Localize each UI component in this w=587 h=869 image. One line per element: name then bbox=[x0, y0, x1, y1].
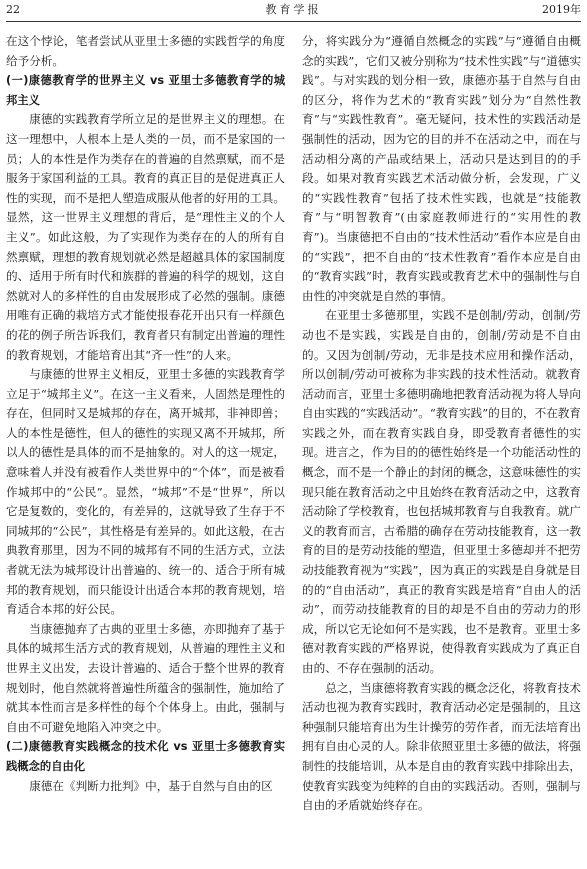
right-paragraph-2: 在亚里士多德那里，实践不是创制/劳动，创制/劳动也不是实践，实践是自由的，创制/劳动是不自由的。又因为创制/劳动，无非是技术应用和操作活动，所以创制/劳动可被称为非实践的技术性活动。就教育活动而言，亚里士多德明确地把教育活动视为将人导向自由实践的“实践活动”。“教育实践”的目的，不在教育实践之外，而在教育实践自身，即受教育者德性的实现。进言之，作为目的的德性始终是一个功能活动性的概念，而不是一个静止的封闭的概念，这意味德性的实现只能在教育活动之中且始终在教育活动之中，这教育活动除了学校教育，也包括城邦教育与自我教育。就广义的教育而言，古希腊的确存在劳动技能教育，这一教育的目的是劳动技能的塑造，但亚里士多德却并不把劳动技能教育视为“实践”，因为真正的实践是自身就是目的的“自由活动”，真正的教育实践是培育“自由人的活动”，而劳动技能教育的目的却是不自由的劳动力的形成，所以它无论如何不是实践，也不是教育。亚里士多德对教育实践的严格界说，使得教育实践成为了真正自由的、不存在强制的活动。 bbox=[302, 308, 581, 675]
section-heading-2: (二)康德教育实践概念的技术化 vs 亚里士多德教育实践概念的自由化 bbox=[6, 740, 285, 773]
left-paragraph-3: 与康德的世界主义相反，亚里士多德的实践教育学立足于“城邦主义”。在这一主义看来，人固然是理性的存在，但同时又是城邦的存在，离开城邦，非神即兽；人的本性是德性，但人的德性的实现又离不开城邦，所以人的德性是具体的而不是抽象的。对人的这一规定，意味着人并没有被看作人类世界中的“个体”，而是被看作城邦中的“公民”。显然，“城邦”不是“世界”，所以它是复数的，变化的，有差异的，这就导致了生存于不同城邦的“公民”，其性格是有差异的。如此这般，在古典教育那里，因为不同的城邦有不同的生活方式，立法者就无法为城邦设计出普遍的、统一的、适合于所有城邦的教育规划，而只能设计出适合本邦的教育规划，培育适合本邦的好公民。 bbox=[6, 367, 285, 617]
right-paragraph-1: 分，将实践分为“遵循自然概念的实践”与“遵循自由概念的实践”，它们又被分别称为“技术性实践”与“道德实践”。与对实践的划分相一致，康德亦基于自然与自由的区分，将作为艺术的“教育实践”划分为“自然性教育”与“实践性教育”。毫无疑问，技术性的实践活动是强制性的活动，因为它的目的并不在活动之中，而在与活动相分离的产品或结果上，活动只是达到目的的手段。如果对教育实践艺术活动做分析，会发现，广义的“实践性教育”包括了技术性实践，也就是“技能教育”与“明智教育”(由家庭教师进行的“实用性的教育”)。当康德把不自由的“技术性活动”看作本应是自由的“实践”，把不自由的“技术性教育”看作本应是自由的“教育实践”时，教育实践或教育艺术中的强制性与自由性的冲突就是自然的事情。 bbox=[302, 34, 581, 303]
journal-title: 教育学报 bbox=[265, 3, 322, 16]
right-paragraph-3: 总之，当康德将教育实践的概念泛化，将教育技术活动也视为教育实践时，教育活动必定是强制的，且这种强制只能培育出为生计操劳的劳作者，而无法培育出拥有自由心灵的人。除非依照亚里士多德的做法，将强制性的技能培训，从本是自由的教育实践中排除出去，使教育实践变为纯粹的自由的实践活动。否则，强制与自由的矛盾就始终存在。 bbox=[302, 680, 581, 813]
publication-year: 2019年 bbox=[542, 3, 581, 16]
right-column bbox=[302, 32, 581, 816]
left-column bbox=[6, 32, 285, 796]
left-paragraph-5: 康德在《判断力批判》中，基于自然与自由的区 bbox=[29, 778, 273, 793]
header-rule bbox=[6, 21, 581, 22]
left-paragraph-2: 康德的实践教育学所立足的是世界主义的理想。在这一理想中，人根本上是人类的一员，而不是家国的一员；人的本性是作为类存在的普遍的自然禀赋，而不是服务于家国利益的工具。教育的真正目的是促进真正人性的实现，而不是把人塑造成服从他者的好用的工具。显然，这一世界主义理想的背后，是“理性主义的个人主义”。如此这般，为了实现作为类存在的人的所有自然禀赋，理想的教育规划就必然是超越具体的家国制度的、适用于所有时代和族群的普遍的科学的规划，这自然就对人的多样性的自由发展形成了必然的强制。康德用唯有正确的栽培方式才能使报春花开出只有一样颜色的花的例子所告诉我们，教育者只有制定出普遍的理性的教育规划，才能培育出其“齐一性”的人来。 bbox=[6, 112, 285, 362]
section-heading-1: (一)康德教育学的世界主义 vs 亚里士多德教育学的城邦主义 bbox=[6, 74, 285, 107]
left-paragraph-1: 在这个悖论，笔者尝试从亚里士多德的实践哲学的角度给予分析。 bbox=[6, 34, 285, 68]
page-header bbox=[6, 2, 581, 20]
left-paragraph-4: 当康德抛弃了古典的亚里士多德，亦即抛弃了基于具体的城邦生活方式的教育规划，从普遍的理性主义和世界主义出发，去设计普遍的、适合于整个世界的教育规划时，他自然就将普遍性所蕴含的强制性，施加给了就其本性而言是多样性的每个个体身上。由此，强制与自由不可避免地陷入冲突之中。 bbox=[6, 621, 285, 734]
page-number: 22 bbox=[6, 3, 20, 16]
